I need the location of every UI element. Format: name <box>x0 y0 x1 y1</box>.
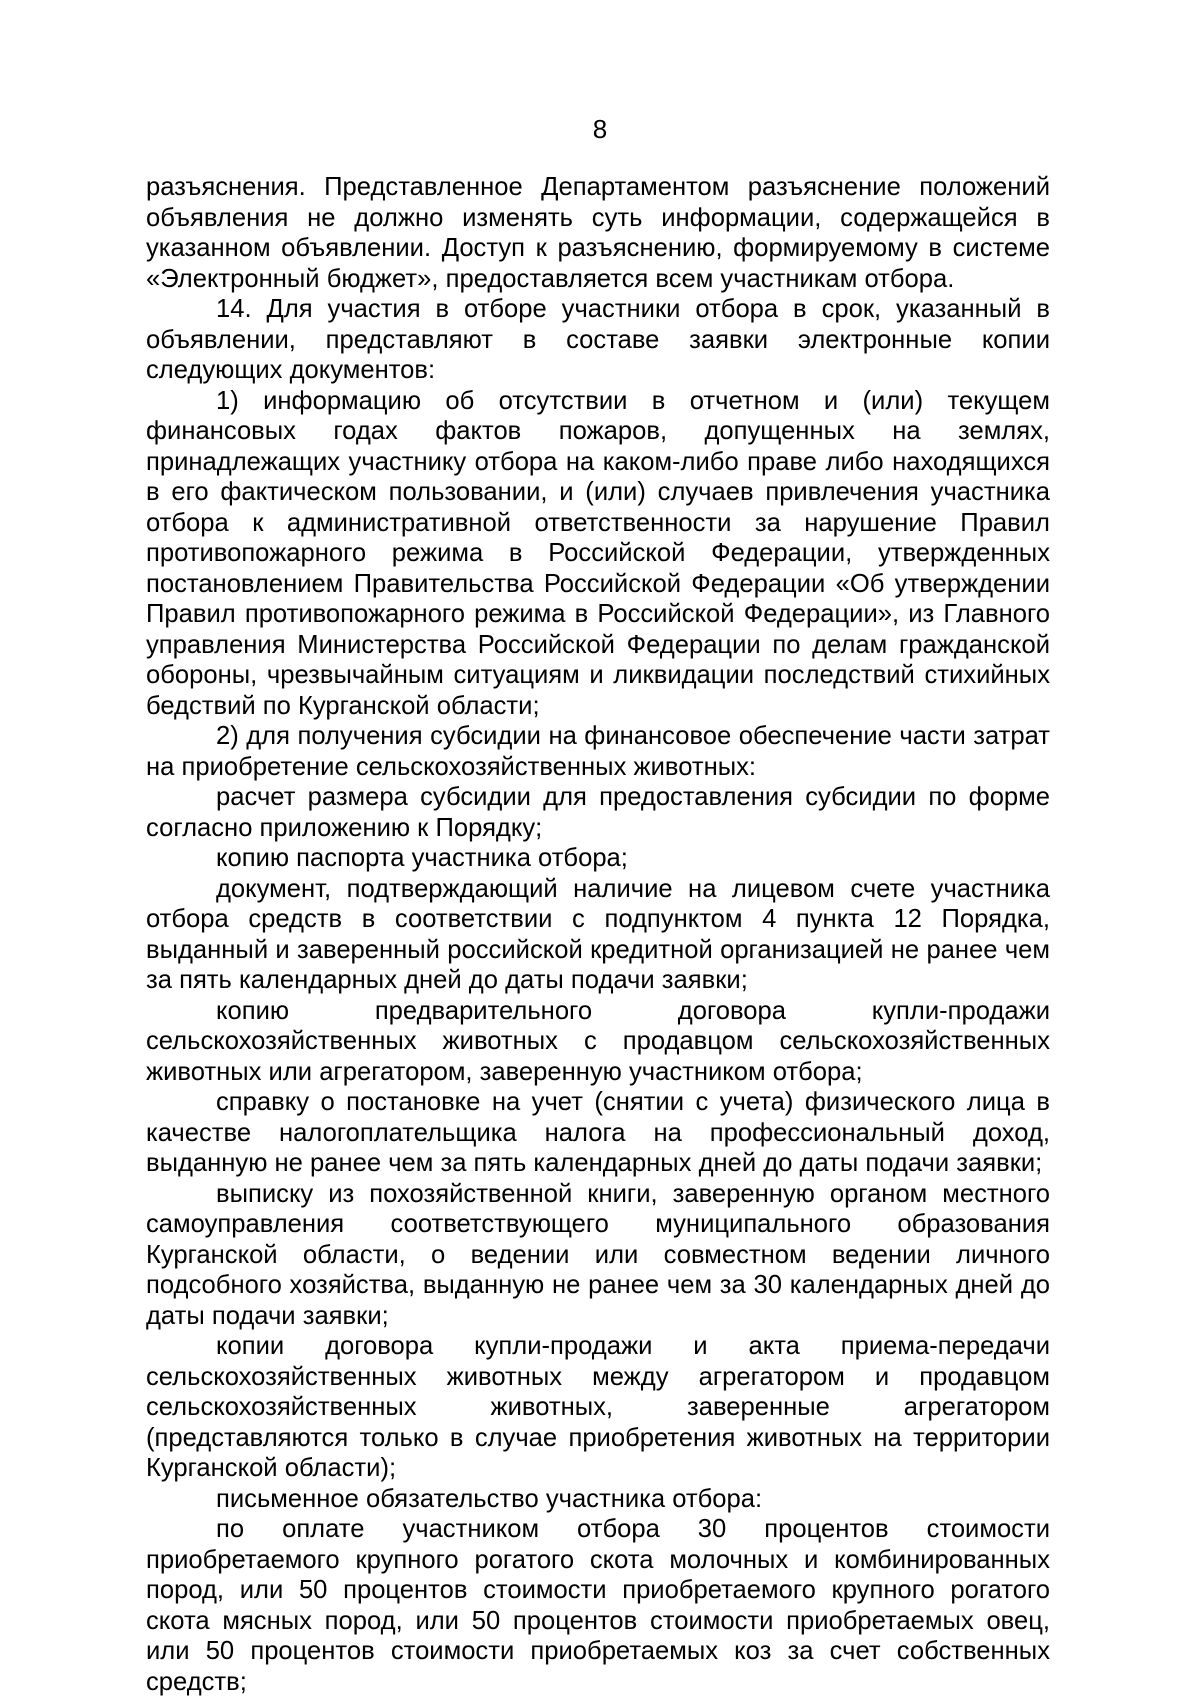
paragraph-item-14: 14. Для участия в отборе участники отбора в срок, указанный в объявлении, представляют в составе заявки электронные копии следующих документов: <box>146 295 1050 384</box>
paragraph-subitem-2: 2) для получения субсидии на финансовое обеспечение части затрат на приобретение сельскохозяйственных животных: <box>146 722 1050 781</box>
paragraph: копии договора купли-продажи и акта приема-передачи сельскохозяйственных животных между агрегатором и продавцом сельскохозяйственных животных, заверенные агрегатором (представляются только в случае приобретения животных на территории Курганской области); <box>146 1332 1050 1482</box>
paragraph: выписку из похозяйственной книги, заверенную органом местного самоуправления соответствующего муниципального образования Курганской области, о ведении или совместном ведении личного подсобного хозяйства, выданную не ранее чем за 30 календарных дней до даты подачи заявки; <box>146 1179 1050 1330</box>
paragraph-subitem-1: 1) информацию об отсутствии в отчетном и (или) текущем финансовых годах фактов пожаров, допущенных на землях, принадлежащих участнику отбора на каком-либо праве либо находящихся в его фактическом пользовании, и (или) случаев привлечения участника отбора к административной ответственности за нарушение Правил противопожарного режима в Российской Федерации, утвержденных постановлением Правительства Российской Федерации «Об утверждении Правил противопожарного режима в Российской Федерации», из Главного управления Министерства Российской Федерации по делам гражданской обороны, чрезвычайным ситуациям и ликвидации последствий стихийных бедствий по Курганской области; <box>146 386 1050 720</box>
paragraph: расчет размера субсидии для предоставления субсидии по форме согласно приложению к Порядку; <box>146 783 1050 842</box>
page-number: 8 <box>592 114 608 144</box>
paragraph: копию паспорта участника отбора; <box>216 844 628 872</box>
document-body <box>146 172 1050 1697</box>
paragraph: по оплате участником отбора 30 процентов стоимости приобретаемого крупного рогатого скота молочных и комбинированных пород, или 50 процентов стоимости приобретаемого крупного рогатого скота мясных пород, или 50 процентов стоимости приобретаемых овец, или 50 процентов стоимости приобретаемых коз за счет собственных средств; <box>146 1515 1050 1696</box>
paragraph: документ, подтверждающий наличие на лицевом счете участника отбора средств в соответствии с подпунктом 4 пункта 12 Порядка, выданный и заверенный российской кредитной организацией не ранее чем за пять календарных дней до даты подачи заявки; <box>146 874 1050 994</box>
paragraph: копию предварительного договора купли-продажи сельскохозяйственных животных с продавцом сельскохозяйственных животных или агрегатором, заверенную участником отбора; <box>146 996 1050 1086</box>
paragraph: письменное обязательство участника отбора: <box>216 1484 763 1513</box>
paragraph: справку о постановке на учет (снятии с учета) физического лица в качестве налогоплательщика налога на профессиональный доход, выданную не ранее чем за пять календарных дней до даты подачи заявки; <box>146 1088 1050 1177</box>
paragraph: разъяснения. Представленное Департаментом разъяснение положений объявления не должно изменять суть информации, содержащейся в указанном объявлении. Доступ к разъяснению, формируемому в системе «Электронный бюджет», предоставляется всем участникам отбора. <box>146 173 1050 293</box>
